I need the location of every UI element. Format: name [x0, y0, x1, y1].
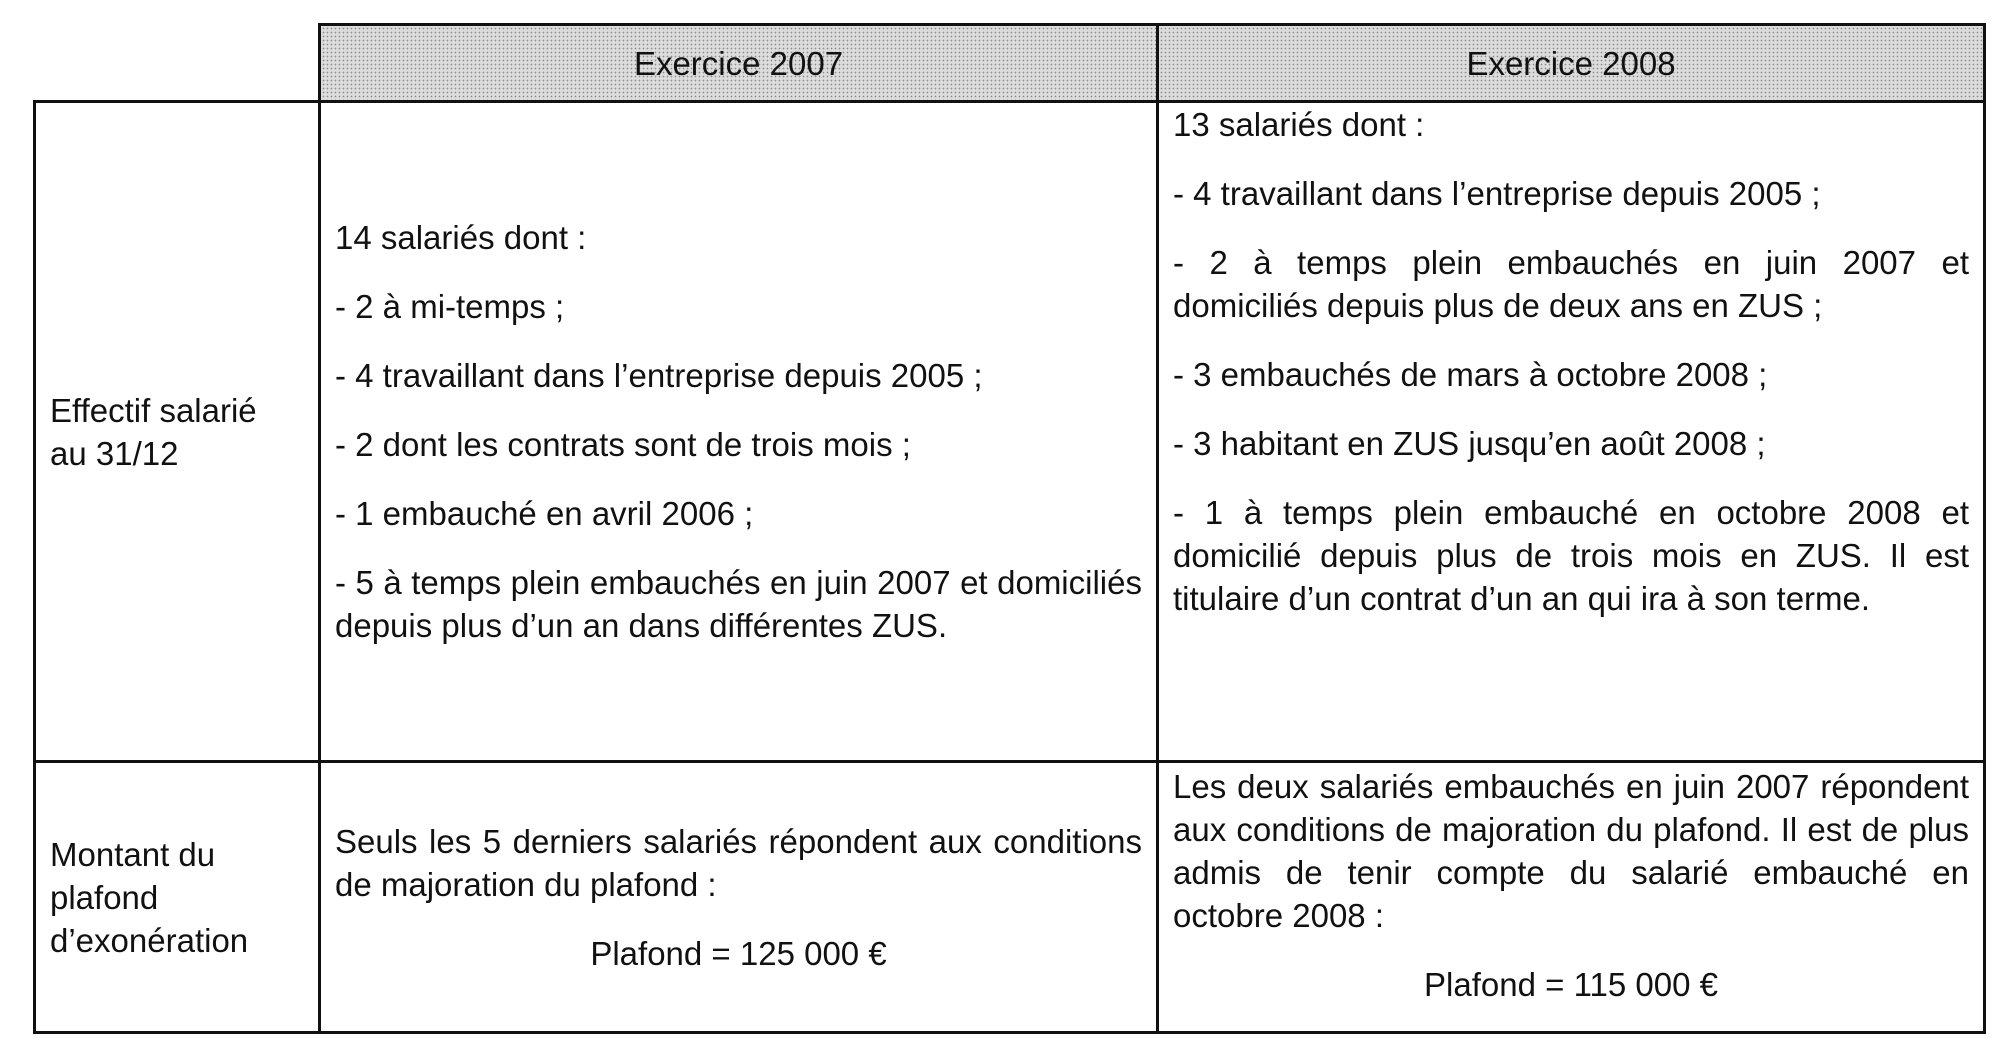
list-item: - 1 embauché en avril 2006 ; — [335, 495, 754, 532]
exoneration-table — [33, 23, 1986, 1034]
plafond-text: Seuls les 5 derniers salariés répondent aux conditions de majoration du plafond : — [335, 822, 1142, 903]
list-item: 14 salariés dont : — [335, 219, 587, 256]
row-label-line: d’exonération — [50, 921, 249, 959]
row-label-line: Effectif salarié — [50, 391, 257, 429]
list-item: - 2 à mi-temps ; — [335, 288, 565, 325]
header-exercice-2008: Exercice 2008 — [1158, 25, 1985, 102]
cell-plafond-2008 — [1158, 762, 1985, 1033]
row-label-effectif — [35, 102, 320, 762]
row-label-line: au 31/12 — [50, 434, 179, 472]
list-item: - 3 habitant en ZUS jusqu’en août 2008 ; — [1173, 425, 1766, 462]
cell-effectif-2008 — [1158, 102, 1985, 762]
row-plafond — [35, 762, 1985, 1033]
row-label-line: plafond — [50, 878, 159, 916]
cell-plafond-2007 — [320, 762, 1158, 1033]
list-item: - 4 travaillant dans l’entreprise depuis 2005 ; — [335, 357, 983, 394]
list-item: - 4 travaillant dans l’entreprise depuis 2005 ; — [1173, 175, 1821, 212]
list-item: - 3 embauchés de mars à octobre 2008 ; — [1173, 356, 1768, 393]
list-item: 13 salariés dont : — [1173, 106, 1425, 143]
header-row — [35, 25, 1985, 102]
row-label-plafond — [35, 762, 320, 1033]
cell-effectif-2007 — [320, 102, 1158, 762]
list-item: - 2 à temps plein embauchés en juin 2007 et domiciliés depuis plus de deux ans en ZUS ; — [1173, 244, 1969, 324]
plafond-text: Les deux salariés embauchés en juin 2007 répondent aux conditions de majoration du plafond. Il est de plus admis de tenir compte du salarié embauché en octobre 2008 : — [1173, 768, 1969, 934]
header-exercice-2007: Exercice 2007 — [320, 25, 1158, 102]
list-item: - 2 dont les contrats sont de trois mois ; — [335, 426, 911, 463]
row-label-line: Montant du — [50, 835, 216, 873]
corner-cell — [35, 25, 320, 102]
plafond-result: Plafond = 115 000 € — [1424, 966, 1718, 1003]
plafond-result: Plafond = 125 000 € — [590, 934, 887, 972]
row-effectif — [35, 102, 1985, 762]
list-item: - 1 à temps plein embauché en octobre 2008 et domicilié depuis plus de trois mois en ZUS. Il est titulaire d’un contrat d’un an qui ira à son terme. — [1173, 494, 1969, 617]
list-item: - 5 à temps plein embauchés en juin 2007 et domiciliés depuis plus d’un an dans différentes ZUS. — [335, 564, 1142, 644]
